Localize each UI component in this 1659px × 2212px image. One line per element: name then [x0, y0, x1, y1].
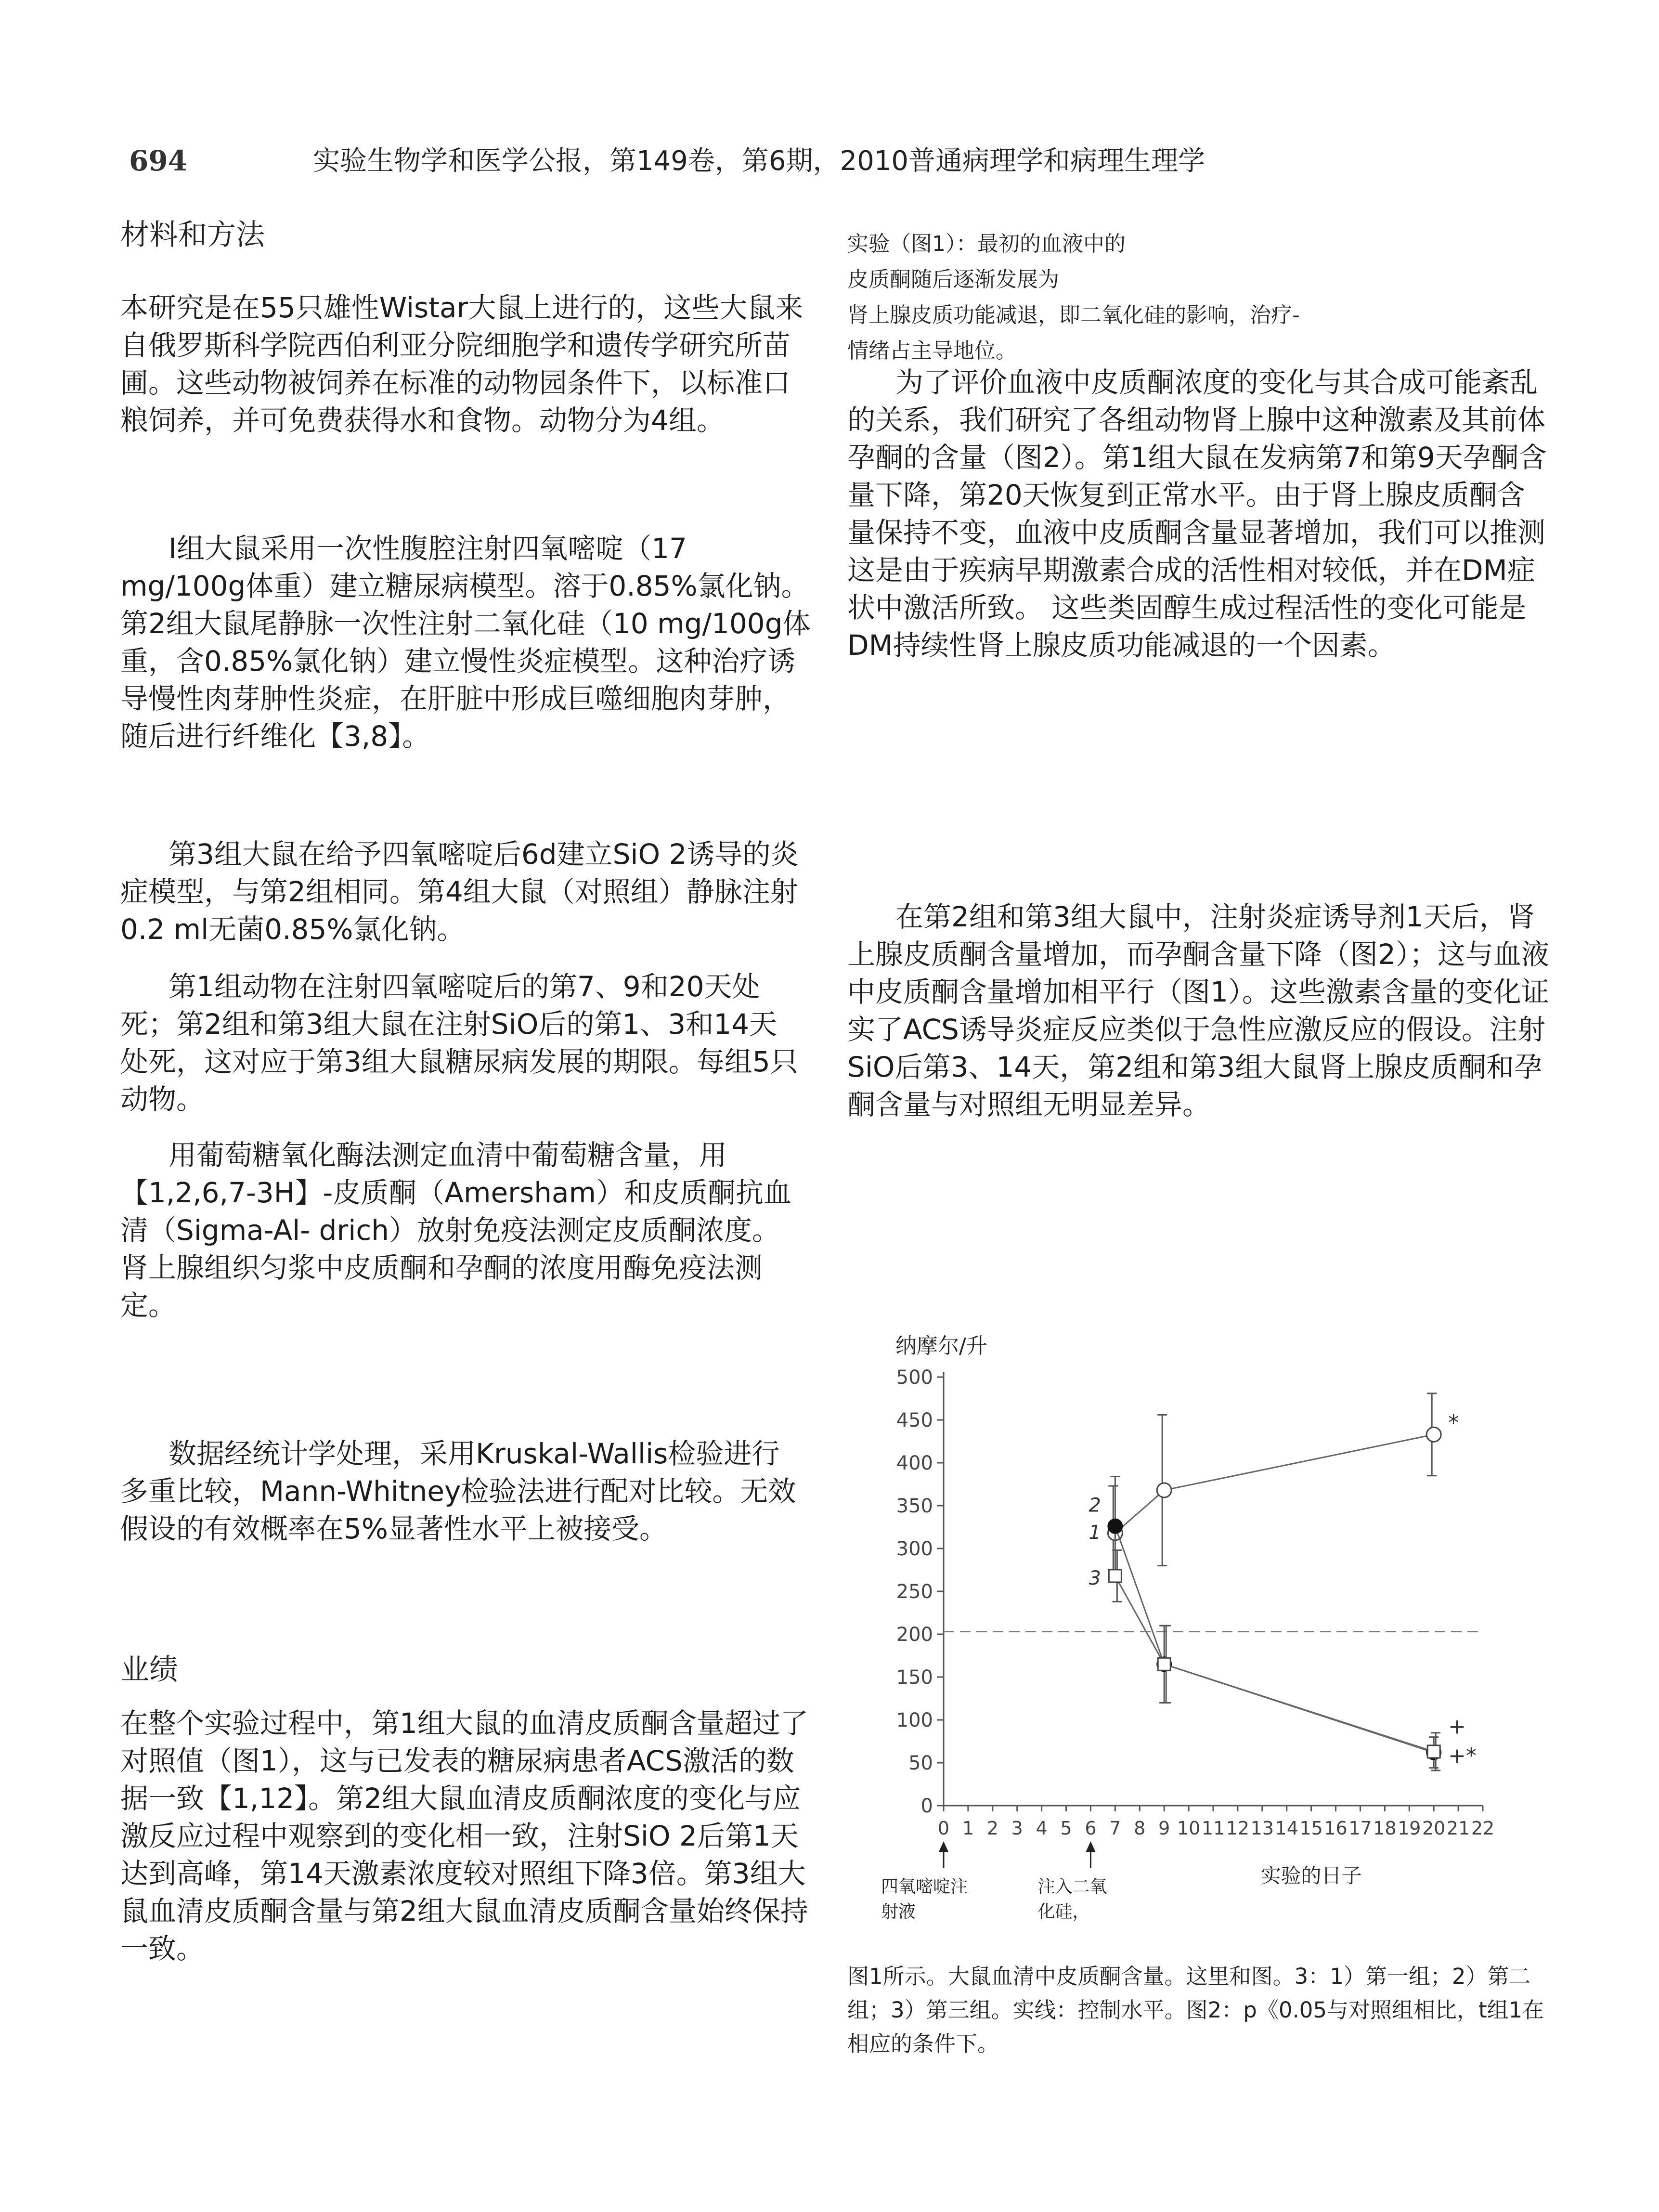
- x-tick-label: 1: [962, 1818, 974, 1839]
- series-label: 2: [1089, 1494, 1101, 1517]
- data-point: [1427, 1745, 1440, 1758]
- figure-note: [847, 226, 1521, 369]
- figure-note-line: 肾上腺皮质功能减退，即二氧化硅的影响，治疗-: [847, 303, 1300, 327]
- y-tick-label: 200: [896, 1624, 933, 1646]
- y-tick-label: 100: [896, 1709, 933, 1731]
- x-tick-label: 20: [1422, 1818, 1446, 1839]
- series-label: 3: [1089, 1567, 1101, 1589]
- y-tick-label: 150: [896, 1666, 933, 1689]
- x-tick-label: 17: [1348, 1818, 1372, 1839]
- methods-paragraph-1: 本研究是在55只雄性Wistar大鼠上进行的，这些大鼠来自俄罗斯科学院西伯利亚分院细胞学和遗传学研究所苗圃。这些动物被饲养在标准的动物园条件下，以标准口粮饲养，并可免费获得水和食物。动物分为4组。: [120, 291, 804, 437]
- significance-mark: *: [1448, 1410, 1459, 1435]
- x-tick-label: 7: [1109, 1818, 1121, 1839]
- methods-paragraph-4: 第1组动物在注射四氧嘧啶后的第7、9和20天处死；第2组和第3组大鼠在注射SiO后的第1、3和14天处死，这对应于第3组大鼠糖尿病发展的期限。每组5只动物。: [120, 970, 798, 1116]
- methods-paragraph-3: 第3组大鼠在给予四氧嘧啶后6d建立SiO 2诱导的炎症模型，与第2组相同。第4组大鼠（对照组）静脉注射0.2 ml无菌0.85%氯化钠。: [120, 838, 799, 946]
- methods-paragraph-2: I组大鼠采用一次性腹腔注射四氧嘧啶（17 mg/100g体重）建立糖尿病模型。溶于0.85%氯化钠。第2组大鼠尾静脉一次性注射二氧化硅（10 mg/100g体重，含0.85%氯化钠）建立慢性炎症模型。这种治疗诱导慢性肉芽肿性炎症，在肝脏中形成巨噬细胞肉芽肿，随后进行纤维化【3,8】。: [120, 532, 811, 753]
- data-point: [1157, 1483, 1171, 1497]
- journal-header: 实验生物学和医学公报，第149卷，第6期，2010普通病理学和病理生理学: [313, 145, 1205, 177]
- y-tick-label: 500: [896, 1366, 933, 1389]
- x-tick-label: 2: [986, 1818, 998, 1839]
- figure-1-chart: [847, 1319, 1531, 1940]
- page-number: 694: [129, 144, 188, 177]
- y-tick-label: 300: [896, 1538, 933, 1560]
- x-tick-label: 6: [1085, 1818, 1097, 1839]
- data-point: [1158, 1658, 1170, 1670]
- results-heading: 业绩: [120, 1653, 178, 1687]
- x-tick-label: 4: [1036, 1818, 1048, 1839]
- y-tick-label: 50: [908, 1752, 933, 1774]
- methods-heading: 材料和方法: [120, 218, 265, 252]
- x-tick-label: 18: [1373, 1818, 1397, 1839]
- y-tick-label: 450: [896, 1409, 933, 1431]
- data-point: [1426, 1427, 1441, 1442]
- methods-paragraph-6: 数据经统计学处理，采用Kruskal-Wallis检验进行多重比较，Mann-Whitney检验法进行配对比较。无效假设的有效概率在5%显著性水平上被接受。: [120, 1437, 796, 1545]
- results-paragraph-right-1: 为了评价血液中皮质酮浓度的变化与其合成可能紊乱的关系，我们研究了各组动物肾上腺中这种激素及其前体孕酮的含量（图2）。第1组大鼠在发病第7和第9天孕酮含量下降，第20天恢复到正常水平。由于肾上腺皮质酮含量保持不变，血液中皮质酮含量显著增加，我们可以推测这是由于疾病早期激素合成的活性相对较低，并在DM症状中激活所致。 这些类固醇生成过程活性的变化可能是DM持续性肾上腺皮质功能减退的一个因素。: [847, 366, 1547, 662]
- results-paragraph: 在整个实验过程中，第1组大鼠的血清皮质酮含量超过了对照值（图1），这与已发表的糖尿病患者ACS激活的数据一致【1,12】。第2组大鼠血清皮质酮浓度的变化与应激反应过程中观察到的变化相一致，注射SiO 2后第1天达到高峰，第14天激素浓度较对照组下降3倍。第3组大鼠血清皮质酮含量与第2组大鼠血清皮质酮含量始终保持一致。: [120, 1707, 808, 1965]
- y-tick-label: 0: [920, 1795, 933, 1817]
- significance-mark: +: [1448, 1714, 1466, 1739]
- y-axis-label: 纳摩尔/升: [895, 1334, 987, 1358]
- figure-1-caption: 图1所示。大鼠血清中皮质酮含量。这里和图。3：1）第一组；2）第二组；3）第三组。实线：控制水平。图2：p《0.05与对照组相比，t组1在相应的条件下。: [847, 1964, 1544, 2056]
- x-tick-label: 16: [1324, 1818, 1348, 1839]
- figure-note-line: 实验（图1）：最初的血液中的: [847, 232, 1126, 256]
- x-tick-label: 12: [1226, 1818, 1250, 1839]
- x-tick-label: 9: [1158, 1818, 1170, 1839]
- x-tick-label: 13: [1250, 1818, 1274, 1839]
- x-tick-label: 21: [1446, 1818, 1470, 1839]
- x-tick-label: 15: [1299, 1818, 1323, 1839]
- x-axis-label: 实验的日子: [1260, 1864, 1362, 1887]
- y-tick-label: 350: [896, 1495, 933, 1517]
- annotation-arrowhead: [939, 1841, 948, 1852]
- y-tick-label: 250: [896, 1581, 933, 1603]
- annotation-label: 四氧嘧啶注射液: [881, 1877, 968, 1922]
- figure-note-line: 情绪占主导地位。: [847, 338, 1017, 363]
- x-tick-label: 3: [1011, 1818, 1023, 1839]
- annotation-arrowhead: [1086, 1841, 1095, 1852]
- x-tick-label: 0: [937, 1818, 950, 1839]
- x-tick-label: 5: [1060, 1818, 1072, 1839]
- x-tick-label: 19: [1398, 1818, 1421, 1839]
- data-point: [1108, 1519, 1122, 1534]
- x-tick-label: 14: [1275, 1818, 1298, 1839]
- results-paragraph-right-2: 在第2组和第3组大鼠中，注射炎症诱导剂1天后，肾上腺皮质酮含量增加，而孕酮含量下降（图2）；这与血液中皮质酮含量增加相平行（图1）。这些激素含量的变化证实了ACS诱导炎症反应类似于急性应激反应的假设。注射SiO后第3、14天，第2组和第3组大鼠肾上腺皮质酮和孕酮含量与对照组无明显差异。: [847, 900, 1549, 1121]
- x-tick-label: 10: [1177, 1818, 1201, 1839]
- series-label: 1: [1089, 1521, 1101, 1544]
- methods-paragraph-5: 用葡萄糖氧化酶法测定血清中葡萄糖含量，用【1,2,6,7-3H】-皮质酮（Amersham）和皮质酮抗血清（Sigma-Al- drich）放射免疫法测定皮质酮浓度。肾上腺组织匀浆中皮质酮和孕酮的浓度用酶免疫法测定。: [120, 1139, 792, 1322]
- figure-note-line: 皮质酮随后逐渐发展为: [847, 267, 1059, 292]
- x-tick-label: 11: [1201, 1818, 1225, 1839]
- x-tick-label: 22: [1471, 1818, 1495, 1839]
- annotation-label: 注入二氧化硅，: [1037, 1877, 1107, 1922]
- significance-mark: +*: [1448, 1744, 1477, 1768]
- y-tick-label: 400: [896, 1452, 933, 1474]
- data-point: [1109, 1570, 1121, 1582]
- x-tick-label: 8: [1134, 1818, 1146, 1839]
